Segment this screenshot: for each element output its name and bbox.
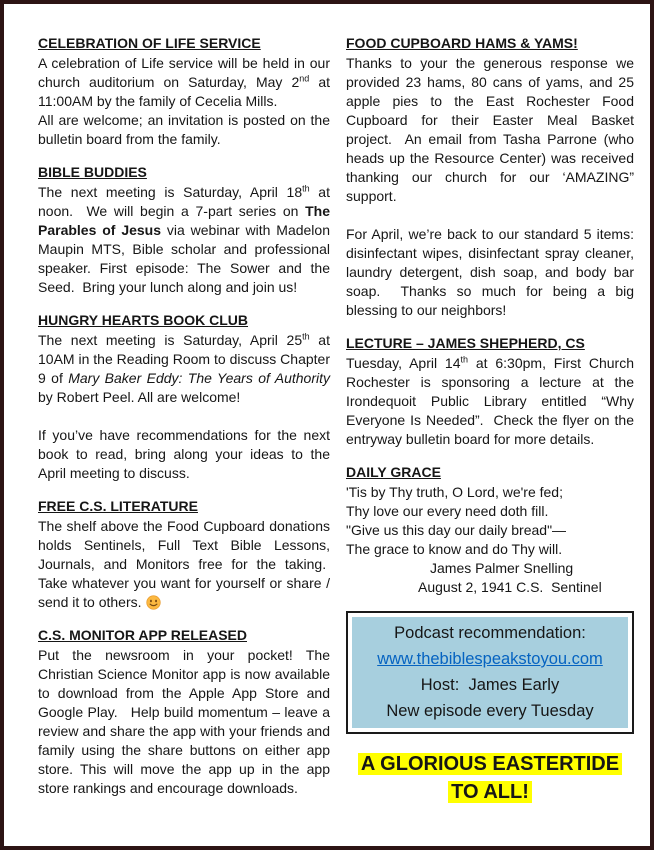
podcast-recommendation-box <box>346 611 634 734</box>
section-heading: BIBLE BUDDIES <box>38 164 147 180</box>
section-heading: CELEBRATION OF LIFE SERVICE <box>38 35 261 51</box>
text-run: Thy love our every need doth fill. <box>346 503 549 519</box>
section-heading: FOOD CUPBOARD HAMS & YAMS! <box>346 35 578 51</box>
text-run: at 11:00AM by the family of Cecelia Mills. <box>38 74 330 109</box>
podcast-box-lines <box>352 617 628 728</box>
section-heading: C.S. MONITOR APP RELEASED <box>38 627 247 643</box>
text-run: For April, we’re back to our standard 5 items: disinfectant wipes, disinfectant spray cleaner, laundry detergent, dish soap, and body bar soap. Thanks so much for being a big blessing to our neighbors! <box>346 226 634 318</box>
section-heading: LECTURE – JAMES SHEPHERD, CS <box>346 335 585 351</box>
section-paragraph: The next meeting is Saturday, April 18th at noon. We will begin a 7-part series on The Parables of Jesus via webinar with Madelon Maupin MTS, Bible scholar and professional speaker. First episode: The Sower and the Seed. Bring your lunch along and join us! <box>38 183 330 295</box>
podcast-box-line <box>352 672 628 698</box>
newsletter-section <box>346 34 634 320</box>
section-heading: DAILY GRACE <box>346 464 441 480</box>
section-paragraph <box>418 578 634 597</box>
text-run: New episode every Tuesday <box>386 702 594 720</box>
text-run: at 6:30pm, First Church Rochester is sponsoring a lecture at the Irondequoit Public Library entitled “Why Everyone Is Needed”. Check the flyer on the entryway bulletin board for more details. <box>346 355 634 447</box>
text-run: "Give us this day our daily bread"— <box>346 522 567 538</box>
section-paragraph <box>38 426 330 483</box>
right-column <box>346 34 634 832</box>
text-run: The shelf above the Food Cupboard donations holds Sentinels, Full Text Bible Lessons, Journals, and Monitors free for the taking. Take whatever you want for yourself or share / send it to others. <box>38 518 330 610</box>
right-column-sections <box>346 34 634 597</box>
text-run: Tuesday, April 14 <box>346 355 461 371</box>
text-run: Host: James Early <box>420 676 560 694</box>
banner-line <box>346 750 634 778</box>
podcast-link[interactable]: www.thebiblespeakstoyou.com <box>377 650 603 668</box>
podcast-box-line <box>352 698 628 724</box>
section-paragraph: Tuesday, April 14th at 6:30pm, First Church Rochester is sponsoring a lecture at the Irondequoit Public Library entitled “Why Everyone Is Needed”. Check the flyer on the entryway bulletin board for more details. <box>346 354 634 447</box>
newsletter-section <box>346 334 634 449</box>
text-run: Put the newsroom in your pocket! The Christian Science Monitor app is now available to download from the Apple App Store and Google Play. Help build momentum – leave a review and share the app with your friends and family using the share buttons on either app store. This will move the app up in the app store rankings and encourage downloads. <box>38 647 330 796</box>
text-run: 'Tis by Thy truth, O Lord, we're fed; <box>346 484 563 500</box>
section-heading: HUNGRY HEARTS BOOK CLUB <box>38 312 249 328</box>
newsletter-section <box>38 626 330 798</box>
highlighted-text: A GLORIOUS EASTERTIDE <box>358 753 622 775</box>
section-paragraph <box>346 502 634 521</box>
text-run: The grace to know and do Thy will. <box>346 541 563 557</box>
section-paragraph <box>346 521 634 540</box>
newsletter-section <box>346 463 634 597</box>
text-run: at noon. We will begin a 7-part series on <box>38 184 330 219</box>
text-run: at 10AM in the Reading Room to discuss Chapter 9 of <box>38 332 330 386</box>
highlighted-text: TO ALL! <box>448 781 532 803</box>
section-heading: FREE C.S. LITERATURE <box>38 498 198 514</box>
section-paragraph <box>38 646 330 798</box>
newsletter-section <box>38 311 330 483</box>
section-paragraph <box>346 225 634 320</box>
smiling-face-emoji-icon <box>146 595 161 610</box>
text-run: James Palmer Snelling <box>430 560 574 576</box>
section-paragraph: A celebration of Life service will be held in our church auditorium on Saturday, May 2nd at 11:00AM by the family of Cecelia Mills. <box>38 55 330 109</box>
eastertide-banner <box>346 750 634 806</box>
newsletter-section <box>38 34 330 149</box>
section-paragraph <box>346 483 634 502</box>
text-run: The next meeting is Saturday, April 25 <box>38 332 303 348</box>
section-paragraph: The next meeting is Saturday, April 25th at 10AM in the Reading Room to discuss Chapter 9 of Mary Baker Eddy: The Years of Authority by Robert Peel. All are welcome! <box>38 331 330 405</box>
text-run: Podcast recommendation: <box>394 624 586 642</box>
text-run: If you’ve have recommendations for the next book to read, bring along your ideas to the April meeting to discuss. <box>38 427 330 481</box>
text-run: August 2, 1941 C.S. Sentinel <box>418 579 602 595</box>
text-run: A celebration of Life service will be held in our church auditorium on Saturday, May 2 <box>38 55 330 90</box>
text-run: The next meeting is Saturday, April 18 <box>38 184 303 200</box>
section-paragraph <box>346 54 634 206</box>
text-run: Thanks to your the generous response we provided 23 hams, 80 cans of yams, and 25 apple pies to the East Rochester Food Cupboard for their Easter Meal Basket project. An email from Tasha Parrone (who heads up the Resource Center) was received thanking our church for our ‘AMAZING” support. <box>346 55 634 204</box>
podcast-box-line <box>352 620 628 646</box>
section-paragraph <box>346 540 634 559</box>
text-run: All are welcome; an invitation is posted on the bulletin board from the family. <box>38 112 330 147</box>
text-run: The Parables of Jesus <box>38 203 330 238</box>
text-run: via webinar with Madelon Maupin MTS, Bible scholar and professional speaker. First episode: The Sower and the Seed. Bring your lunch along and join us! <box>38 222 330 295</box>
banner-line <box>346 778 634 806</box>
text-run: Mary Baker Eddy: The Years of Authority <box>68 370 330 386</box>
section-paragraph <box>38 111 330 149</box>
section-paragraph <box>38 517 330 612</box>
left-column <box>38 34 330 832</box>
section-paragraph <box>430 559 634 578</box>
newsletter-section <box>38 163 330 297</box>
podcast-box-line <box>352 646 628 672</box>
text-run: by Robert Peel. All are welcome! <box>38 389 241 405</box>
newsletter-section <box>38 497 330 612</box>
